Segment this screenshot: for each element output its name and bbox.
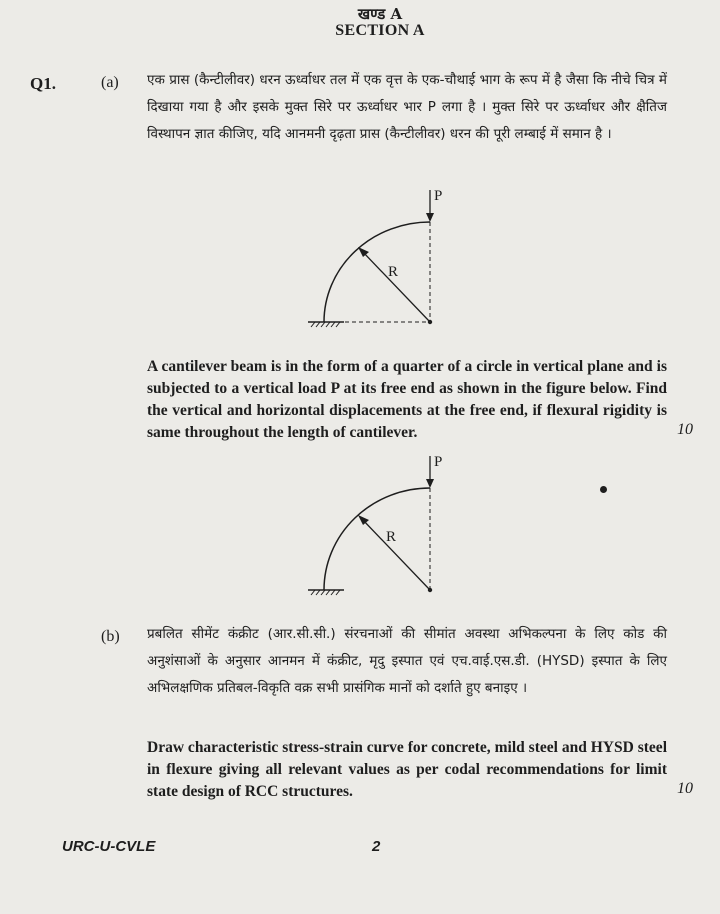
part-a-label: (a) — [101, 74, 119, 91]
quarter-circle-beam — [324, 222, 430, 322]
radius-arrowhead — [358, 515, 369, 525]
fixed-support-hatching — [311, 322, 340, 327]
fixed-support-hatching — [311, 590, 340, 595]
part-a-english-text: A cantilever beam is in the form of a quarter of a circle in vertical plane and is subjected to a vertical load P at its free end as shown in the figure below. Find the vertical and horizontal displacements at the free end, if flexural rigidity is same throughout the length of cantilever. — [147, 358, 667, 441]
part-a-marks: 10 — [677, 421, 693, 438]
radius-arrowhead — [358, 247, 369, 257]
load-arrowhead — [426, 213, 434, 222]
center-point — [428, 588, 432, 592]
question-number: Q1. — [30, 74, 56, 93]
radius-label: R — [386, 529, 397, 545]
paper-code: URC-U-CVLE — [62, 838, 156, 855]
part-a-hindi-text: एक प्रास (कैन्टीलीवर) धरन ऊर्ध्वाधर तल में एक वृत्त के एक-चौथाई भाग के रूप में है जैसा कि नीचे चित्र में दिखाया गया है और इसके मुक्त सिरे पर ऊर्ध्वाधर भार P लगा है । मुक्त सिरे पर ऊर्ध्वाधर और क्षैतिज विस्थापन ज्ञात कीजिए, यदि आनमनी दृढ़ता प्रास (कैन्टीलीवर) धरन की पूरी लम्बाई में समान है । — [147, 72, 667, 142]
cantilever-figure-hindi — [295, 180, 445, 330]
part-b-marks: 10 — [677, 780, 693, 797]
stray-dot — [600, 486, 607, 493]
cantilever-figure-english — [295, 448, 445, 598]
section-title-hindi: खण्ड A — [357, 5, 403, 23]
center-point — [428, 320, 432, 324]
page-number: 2 — [372, 838, 381, 855]
load-label: P — [434, 188, 443, 204]
part-b-label: (b) — [101, 628, 120, 645]
radius-arrow-line — [362, 251, 430, 322]
radius-label: R — [388, 264, 399, 280]
part-b-english-text: Draw characteristic stress-strain curve for concrete, mild steel and HYSD steel in flexure giving all relevant values as per codal recommendations for limit state design of RCC structures. — [147, 739, 667, 800]
load-arrowhead — [426, 479, 434, 488]
part-b-hindi-text: प्रबलित सीमेंट कंक्रीट (आर.सी.सी.) संरचनाओं की सीमांत अवस्था अभिकल्पना के लिए कोड की अनुशंसाओं के अनुसार आनमन में कंक्रीट, मृदु इस्पात एवं एच.वाई.एस.डी. (HYSD) इस्पात के लिए अभिलक्षणिक प्रतिबल-विकृति वक्र सभी प्रासंगिक मानों को दर्शाते हुए बनाइए । — [147, 626, 667, 696]
quarter-circle-beam — [324, 488, 430, 590]
section-title-english: SECTION A — [335, 22, 425, 39]
load-label: P — [434, 454, 443, 470]
